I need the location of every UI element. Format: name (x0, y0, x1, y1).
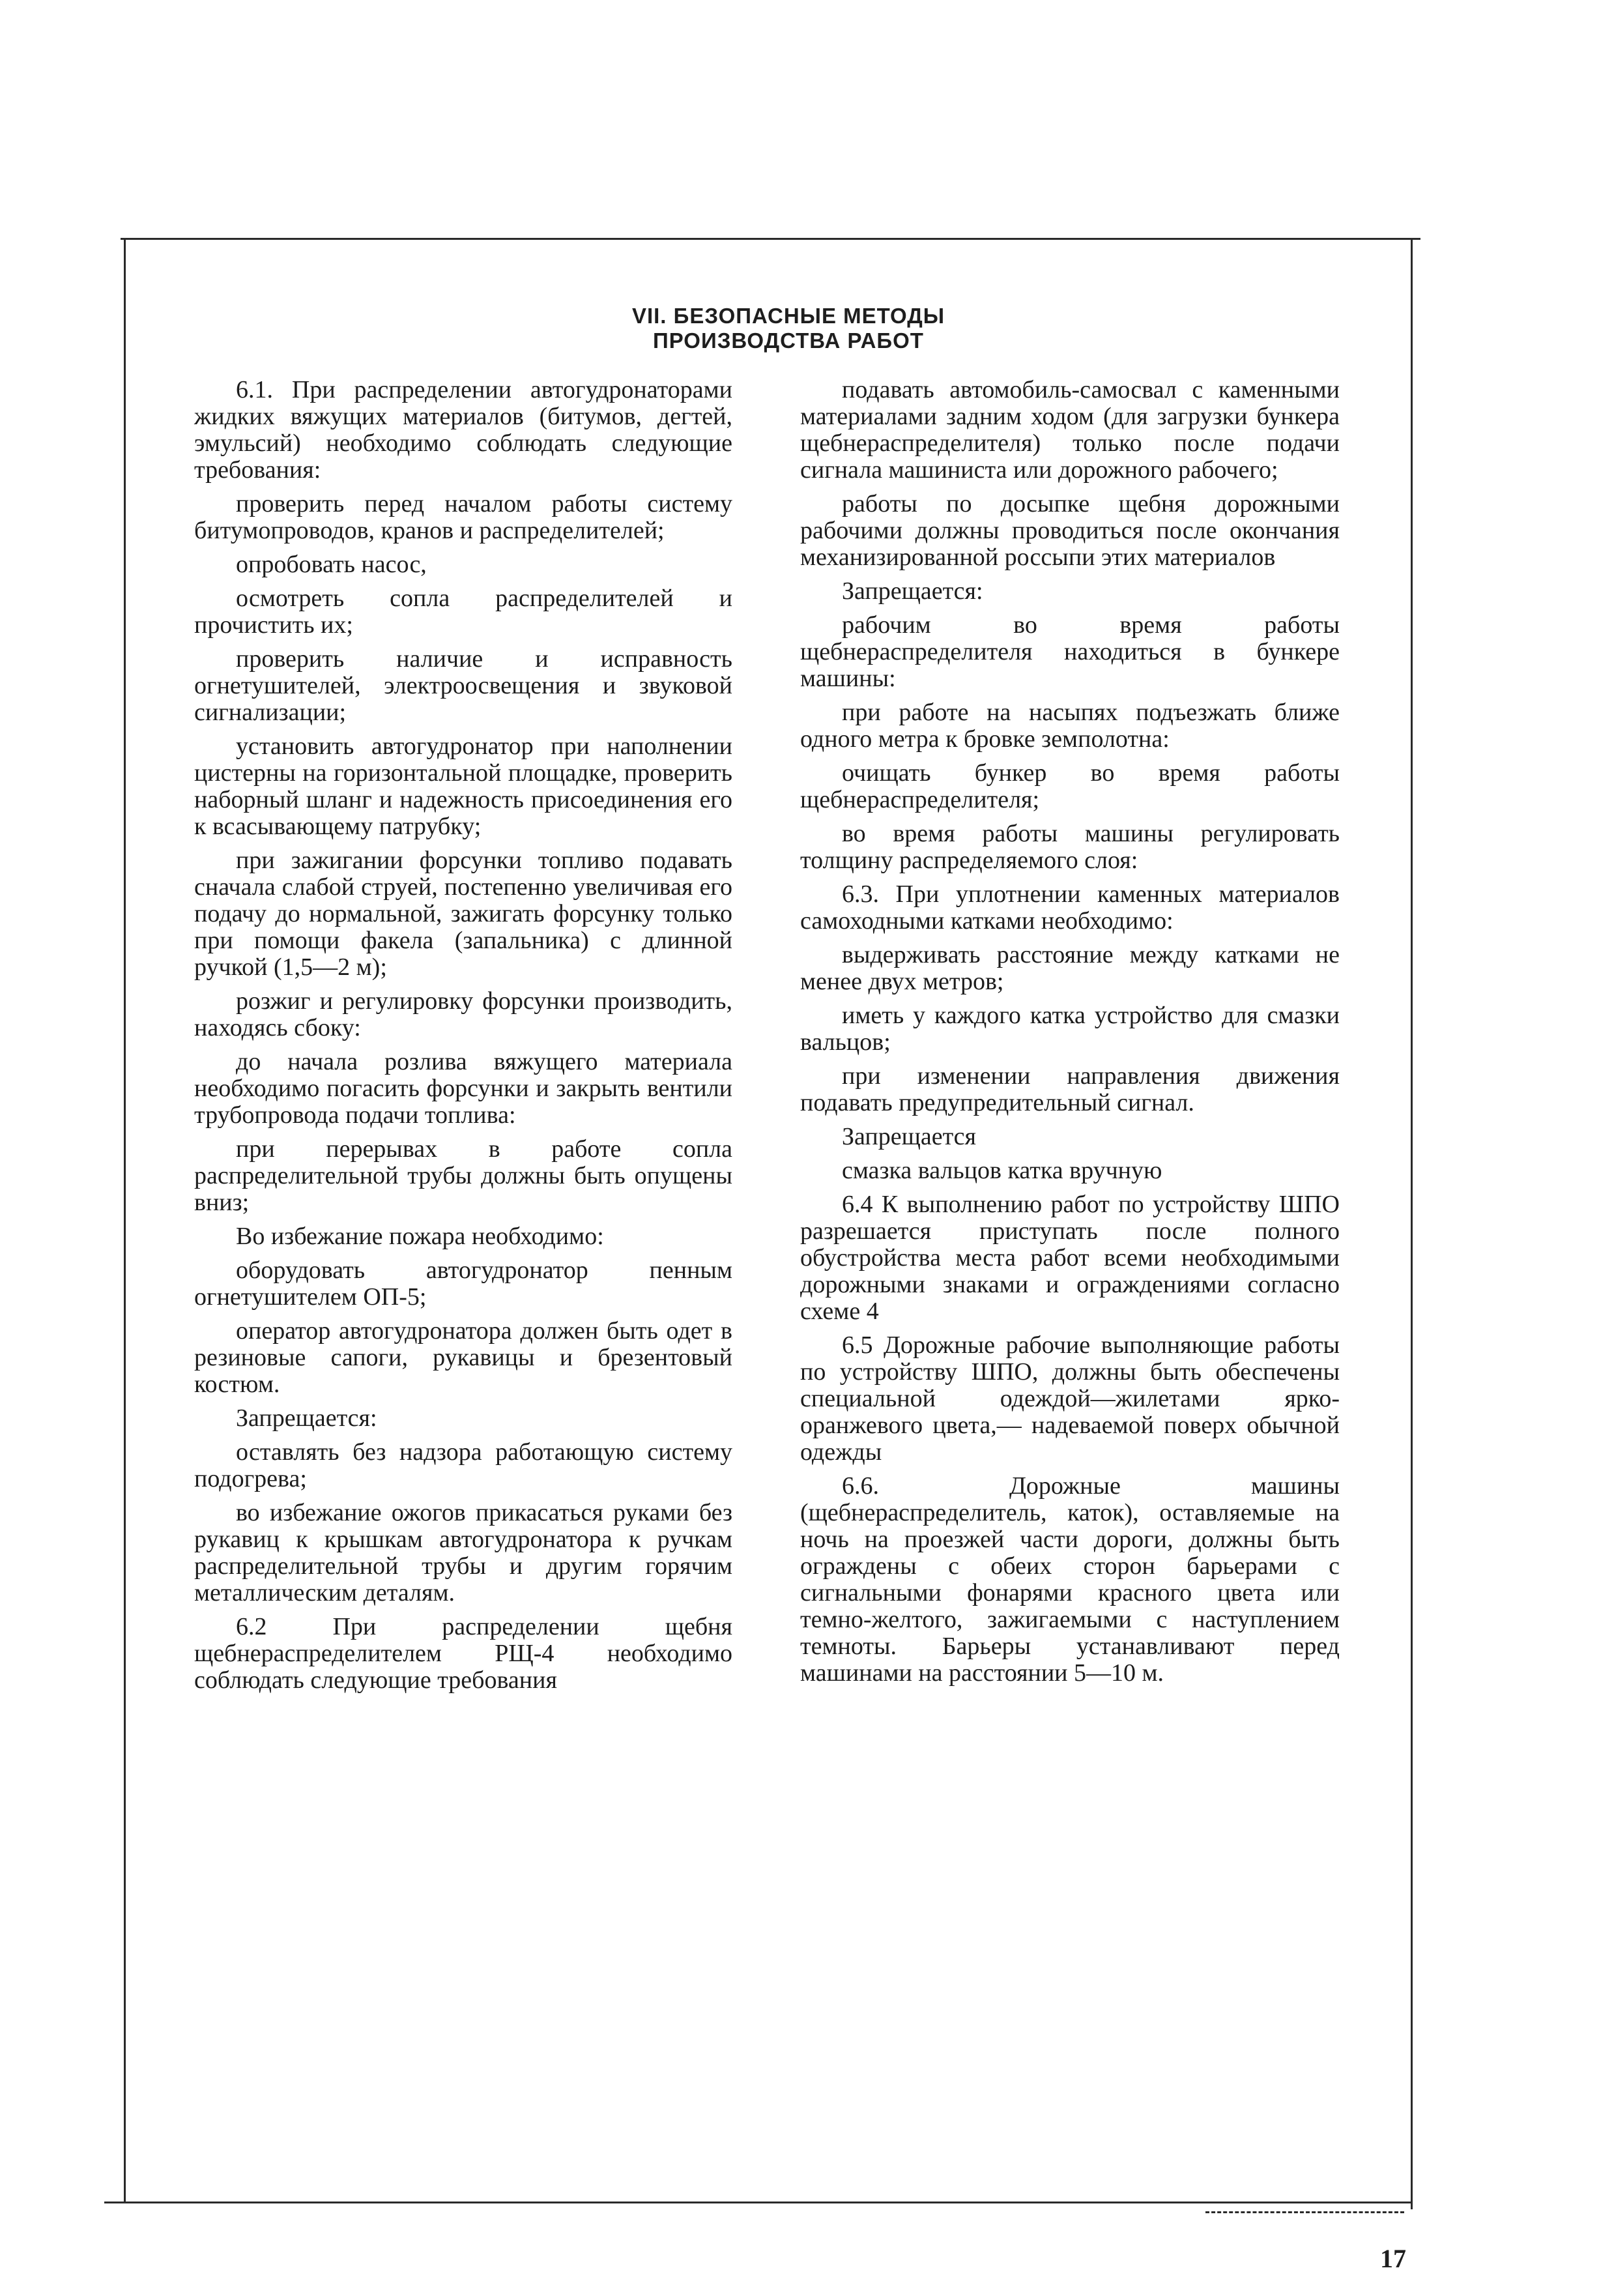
section-title (456, 304, 1121, 353)
paragraph-heading-prohibited: Запрещается: (236, 1404, 377, 1432)
paragraph: работы по досыпке щебня дорожными рабочими должны проводиться после окончания механизированной россыпи этих материалов (800, 490, 1340, 571)
paragraph: при перерывах в работе сопла распределительной трубы должны быть опущены вниз; (194, 1135, 732, 1216)
right-text-column (800, 377, 1340, 1694)
paragraph: смазка вальцов катка вручную (842, 1157, 1162, 1184)
paragraph: рабочим во время работы щебнераспределителя находиться в бункере машины: (800, 611, 1340, 692)
paragraph: при работе на насыпях подъезжать ближе одного метра к бровке земполотна: (800, 699, 1340, 753)
page-frame-left-rule (124, 238, 126, 2203)
paragraph: иметь у каждого катка устройство для смазки вальцов; (800, 1002, 1340, 1056)
paragraph: 6.1. При распределении автогудронаторами жидких вяжущих материалов (битумов, дегтей, эмульсий) необходимо соблюдать следующие требования: (194, 376, 732, 484)
paragraph: розжиг и регулировку форсунки производить, находясь сбоку: (194, 987, 732, 1041)
paragraph: во время работы машины регулировать толщину распределяемого слоя: (800, 820, 1340, 874)
page-frame-bottom-rule (104, 2202, 1411, 2203)
paragraph: 6.4 К выполнению работ по устройству ШПО разрешается приступать после полного обустройства места работ всеми необходимыми дорожными знаками и ограждениями согласно схеме 4 (800, 1191, 1340, 1325)
paragraph: 6.3. При уплотнении каменных материалов самоходными катками необходимо: (800, 880, 1340, 935)
paragraph: установить автогудронатор при наполнении цистерны на горизонтальной площадке, проверить наборный шланг и надежность присоединения его к всасывающему патрубку; (194, 733, 732, 840)
paragraph: проверить перед началом работы систему битумопроводов, кранов и распределителей; (194, 490, 732, 544)
page-frame-right-rule (1411, 238, 1413, 2209)
paragraph: подавать автомобиль-самосвал с каменными материалами задним ходом (для загрузки бункера щебнераспределителя) только после подачи сигнала машиниста или дорожного рабочего; (800, 376, 1340, 484)
paragraph: при изменении направления движения подавать предупредительный сигнал. (800, 1062, 1340, 1116)
paragraph: осмотреть сопла распределителей и прочистить их; (194, 585, 732, 639)
paragraph: Во избежание пожара необходимо: (236, 1223, 604, 1250)
paragraph: оборудовать автогудронатор пенным огнетушителем ОП-5; (194, 1257, 732, 1311)
paragraph: во избежание ожогов прикасаться руками без рукавиц к крышкам автогудронатора к ручкам распределительной трубы и другим горячим металлическим деталям. (194, 1499, 732, 1606)
section-title-line-1: VII. БЕЗОПАСНЫЕ МЕТОДЫ (631, 304, 945, 328)
paragraph: при зажигании форсунки топливо подавать сначала слабой струей, постепенно увеличивая его подачу до нормальной, зажигать форсунку только при помощи факела (запальника) с длинной ручкой (1,5—2 м); (194, 847, 732, 981)
page-frame-bottom-dashed-rule (1205, 2211, 1404, 2213)
paragraph-heading-prohibited: Запрещается (842, 1123, 977, 1150)
paragraph: до начала розлива вяжущего материала необходимо погасить форсунки и закрыть вентили трубопровода подачи топлива: (194, 1048, 732, 1129)
section-title-line-2: ПРОИЗВОДСТВА РАБОТ (653, 328, 924, 353)
left-text-column (194, 377, 732, 1701)
paragraph: оператор автогудронатора должен быть одет в резиновые сапоги, рукавицы и брезентовый костюм. (194, 1317, 732, 1398)
paragraph: 6.5 Дорожные рабочие выполняющие работы по устройству ШПО, должны быть обеспечены специальной одеждой—жилетами ярко-оранжевого цвета,— надеваемой поверх обычной одежды (800, 1331, 1340, 1466)
page-number: 17 (1380, 2244, 1406, 2273)
paragraph: 6.6. Дорожные машины (щебнераспределитель, каток), оставляемые на ночь на проезжей части дороги, должны быть ограждены с обеих сторон барьерами с сигнальными фонарями красного цвета или темно-желтого, зажигаемыми с наступлением темноты. Барьеры устанавливают перед машинами на расстоянии 5—10 м. (800, 1472, 1340, 1687)
paragraph: опробовать насос, (236, 551, 427, 578)
paragraph-heading-prohibited: Запрещается: (842, 577, 983, 605)
paragraph: проверить наличие и исправность огнетушителей, электроосвещения и звуковой сигнализации; (194, 645, 732, 726)
paragraph: выдерживать расстояние между катками не менее двух метров; (800, 941, 1340, 995)
paragraph: 6.2 При распределении щебня щебнераспределителем РЩ-4 необходимо соблюдать следующие требования (194, 1613, 732, 1694)
paragraph: оставлять без надзора работающую систему подогрева; (194, 1438, 732, 1492)
paragraph: очищать бункер во время работы щебнераспределителя; (800, 759, 1340, 813)
page-frame-top-rule (121, 238, 1420, 240)
